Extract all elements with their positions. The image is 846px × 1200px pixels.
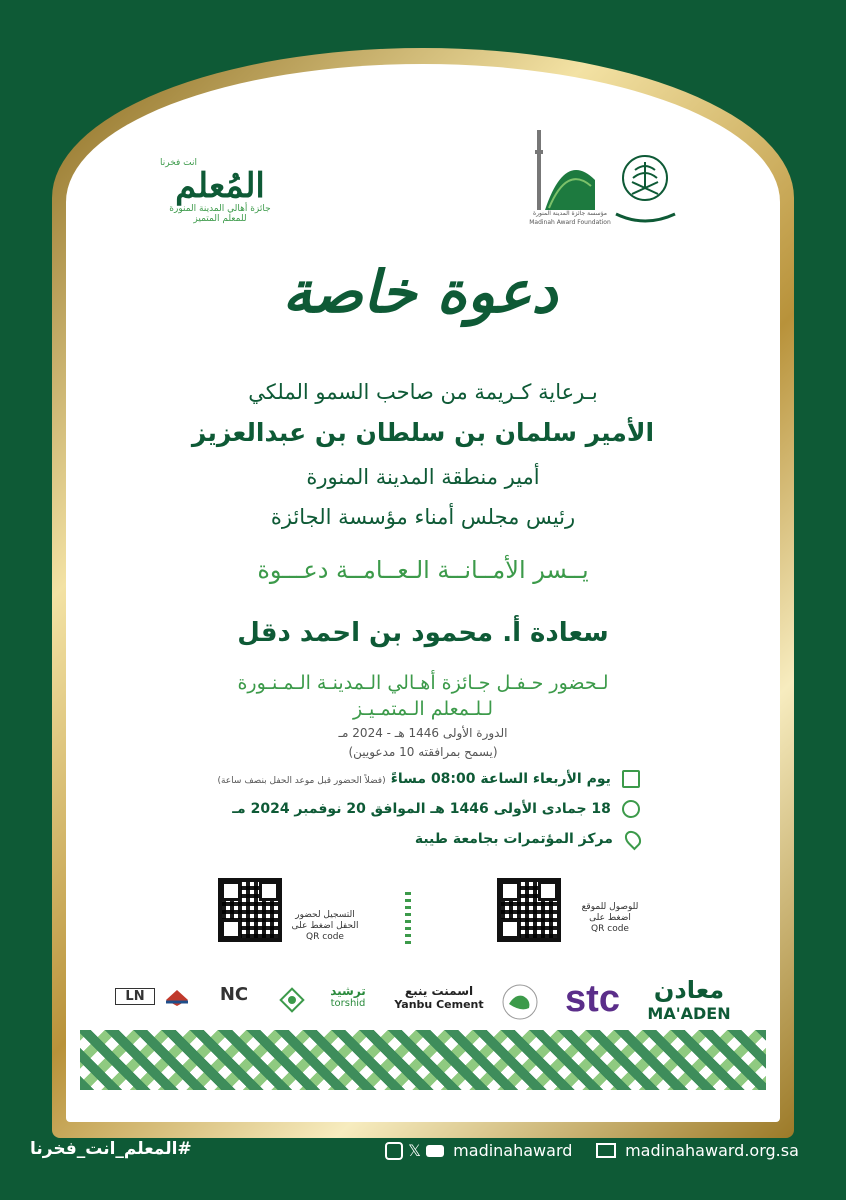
sponsor-nc xyxy=(200,984,268,1005)
decorative-pattern-band xyxy=(80,1030,766,1090)
red-diamond-logo-icon xyxy=(162,986,192,1010)
location-qr-code[interactable] xyxy=(497,878,561,942)
yanbu-en: Yanbu Cement xyxy=(394,998,484,1011)
register-qr-label-2: الحفل اضغط على xyxy=(291,921,359,931)
board-title: رئيس مجلس أمناء مؤسسة الجائزة xyxy=(270,505,576,529)
logo-subtitle-1: جائزة أهالي المدينة المنورة xyxy=(169,204,271,214)
secretariat-line: يــسر الأمــانــة الـعــامــة دعـــوة xyxy=(257,556,589,584)
palm-swords-emblem-icon xyxy=(608,148,683,228)
maaden-en: MA'ADEN xyxy=(647,1004,731,1023)
teacher-award-logo xyxy=(140,158,300,224)
qr-divider xyxy=(405,892,411,944)
location-qr-label-2: اضغط على xyxy=(589,913,631,923)
instagram-icon[interactable] xyxy=(385,1142,403,1160)
location-qr-label xyxy=(570,902,650,935)
clock-icon xyxy=(622,800,640,818)
stc-logo-text: stc xyxy=(565,978,620,1020)
foundation-logo xyxy=(525,120,611,230)
yanbu-ar: اسمنت ينبع xyxy=(404,984,474,998)
nc-logo-text: NC xyxy=(219,984,249,1005)
location-qr-label-3: QR code xyxy=(591,924,629,934)
companions-line: (يسمح بمرافقته 10 مدعويين) xyxy=(348,745,498,759)
website-link[interactable]: madinahaward.org.sa xyxy=(625,1141,799,1160)
calendar-icon xyxy=(622,770,640,788)
sponsor-maaden xyxy=(634,976,744,1023)
guest-name: سعادة أ. محمود بن احمد دقل xyxy=(237,618,609,648)
prince-name: الأمير سلمان بن سلطان بن عبدالعزيز xyxy=(191,418,655,447)
emirate-emblem xyxy=(608,148,683,228)
detail-day-time xyxy=(150,768,640,788)
sponsor-stc xyxy=(555,978,630,1021)
envelope-icon xyxy=(596,1143,616,1158)
torshid-ar: ترشيد xyxy=(330,984,366,998)
register-qr-label-3: QR code xyxy=(306,932,344,942)
logo-subtitle-2: للمعلم المتميز xyxy=(193,214,247,224)
logo-title: المُعلم xyxy=(175,166,265,206)
footer-hashtag: #المعلم_انت_فخرنا xyxy=(30,1139,192,1159)
sponsor-madinah-chamber xyxy=(495,982,545,1022)
ceremony-line: لـحضور حـفـل جـائزة أهـالي الـمدينـة الـمـنـورة xyxy=(237,672,609,694)
award-name-line: لـلـمعلم الـمتمـيـز xyxy=(352,698,494,720)
map-emblem-icon xyxy=(495,982,545,1022)
detail-venue xyxy=(150,828,640,848)
date-text: 18 جمادى الأولى 1446 هـ الموافق 20 نوفمبر 2024 مـ xyxy=(232,801,611,817)
torshid-en: torshid xyxy=(330,998,366,1009)
footer-website xyxy=(596,1140,799,1160)
foundation-name-ar: مؤسسة جائزة المدينة المنورة xyxy=(532,210,608,217)
register-qr-label xyxy=(285,910,365,943)
day-time-note: (فضلاً الحضور قبل موعد الحفل بنصف ساعة) xyxy=(217,776,386,786)
youtube-icon[interactable] xyxy=(426,1145,444,1157)
maaden-ar: معادن xyxy=(653,976,725,1004)
x-icon[interactable]: 𝕏 xyxy=(408,1141,421,1160)
register-qr-code[interactable] xyxy=(218,878,282,942)
social-handle[interactable]: madinahaward xyxy=(453,1141,573,1160)
day-time-text: يوم الأربعاء الساعة 08:00 مساءً xyxy=(390,771,611,787)
footer-social xyxy=(385,1140,572,1160)
venue-text: مركز المؤتمرات بجامعة طيبة xyxy=(414,831,613,847)
sponsor-yanbu-cement xyxy=(388,984,490,1011)
cycle-line: الدورة الأولى 1446 هـ - 2024 مـ xyxy=(338,726,508,740)
sponsor-ln xyxy=(115,988,155,1005)
location-qr-label-1: للوصول للموقع xyxy=(581,902,639,912)
sponsor-jewel-logo xyxy=(160,986,194,1010)
ln-logo-text: LN xyxy=(115,988,155,1005)
patronage-line: بـرعاية كـريمة من صاحب السمو الملكي xyxy=(248,380,598,404)
register-qr-label-1: التسجيل لحضور xyxy=(295,910,355,920)
governor-title: أمير منطقة المدينة المنورة xyxy=(306,465,540,489)
logo-tagline: انت فخرنا xyxy=(160,158,198,168)
invitation-title: دعوة خاصة xyxy=(282,258,558,326)
detail-date xyxy=(150,798,640,818)
foundation-name-en: Madinah Award Foundation xyxy=(529,219,611,226)
sponsor-torshid xyxy=(318,984,378,1009)
sponsor-pattern-logo xyxy=(276,986,308,1014)
geometric-logo-icon xyxy=(278,986,306,1014)
